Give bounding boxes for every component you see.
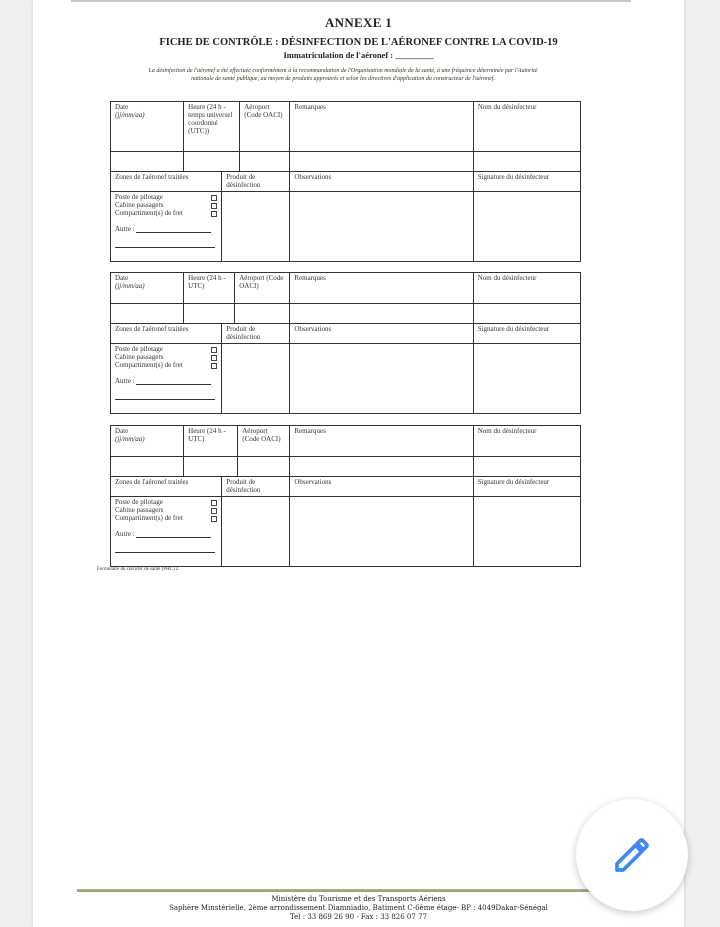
remarques-header: Remarques (290, 426, 473, 457)
produit-header: Produit de désinfection (222, 324, 290, 344)
zones-cell: Poste de pilotage Cabine passagers Compartiment(s) de fret Autre : (111, 497, 222, 567)
produit-cell[interactable] (222, 192, 290, 262)
footer-divider (77, 889, 637, 892)
heure-cell[interactable] (184, 304, 235, 324)
heure-header: Heure (24 h - UTC) (184, 426, 238, 457)
control-form-1 (110, 101, 581, 262)
date-cell[interactable] (111, 304, 184, 324)
signature-cell[interactable] (473, 497, 580, 567)
heure-header: Heure (24 h - UTC) (184, 273, 235, 304)
nom-header: Nom du désinfecteur (473, 426, 580, 457)
page-title: ANNEXE 1 (324, 15, 393, 30)
signature-header: Signature du désinfecteur (473, 477, 580, 497)
remarques-cell[interactable] (290, 304, 473, 324)
footer-address: Saphère Minstérielle, 2ème arrondissement Diamniadio, Batiment C-6ème étage- BP : 4049Dakar-Sénégal (169, 904, 548, 912)
signature-header: Signature du désinfecteur (473, 172, 580, 192)
aeroport-header: Aéroport (Code OACI) (235, 273, 290, 304)
page-top-edge (71, 0, 631, 2)
edit-fab-button[interactable] (576, 799, 688, 911)
nom-header: Nom du désinfecteur (473, 273, 580, 304)
registration-label: Immatriculation de l'aéronef : _________ (283, 50, 434, 60)
pencil-icon (612, 835, 652, 875)
remarques-cell[interactable] (290, 152, 473, 172)
produit-cell[interactable] (222, 344, 290, 414)
zones-cell: Poste de pilotage Cabine passagers Compartiment(s) de fret Autre : (111, 192, 222, 262)
observations-header: Observations (290, 172, 473, 192)
footer-ministry: Ministère du Tourisme et des Transports Aériens (271, 895, 446, 903)
control-form-2 (110, 272, 581, 414)
aeroport-cell[interactable] (240, 152, 290, 172)
date-cell[interactable] (111, 152, 184, 172)
checkbox-icon[interactable] (211, 355, 217, 361)
remarques-header: Remarques (290, 102, 473, 152)
date-cell[interactable] (111, 457, 184, 477)
aeroport-header: Aéroport (Code OACI) (240, 102, 290, 152)
heure-cell[interactable] (184, 152, 240, 172)
date-header: Date (jj/mm/aa) (111, 102, 184, 152)
checkbox-icon[interactable] (211, 211, 217, 217)
observations-cell[interactable] (290, 497, 473, 567)
date-header: Date (jj/mm/aa) (111, 426, 184, 457)
nom-cell[interactable] (473, 152, 580, 172)
signature-header: Signature du désinfecteur (473, 324, 580, 344)
checkbox-icon[interactable] (211, 500, 217, 506)
checkbox-icon[interactable] (211, 203, 217, 209)
observations-header: Observations (290, 477, 473, 497)
zones-header: Zones de l'aéronef traitées (111, 172, 222, 192)
signature-cell[interactable] (473, 192, 580, 262)
aeroport-cell[interactable] (238, 457, 290, 477)
intro-text: La désinfection de l'aéronef a été effectuée conformément à la recommandation de l'Organisation mondiale de la santé, à une fréquence déterminée par l'Autorité nationale de santé publique, au moyen de produits approuvés et selon les directives d'application du constructeur de l'aéronef. (148, 68, 538, 82)
produit-header: Produit de désinfection (222, 477, 290, 497)
heure-cell[interactable] (184, 457, 238, 477)
checkbox-icon[interactable] (211, 347, 217, 353)
remarques-cell[interactable] (290, 457, 473, 477)
nom-header: Nom du désinfecteur (473, 102, 580, 152)
aeroport-cell[interactable] (235, 304, 290, 324)
checkbox-icon[interactable] (211, 516, 217, 522)
zones-header: Zones de l'aéronef traitées (111, 477, 222, 497)
zones-cell: Poste de pilotage Cabine passagers Compartiment(s) de fret Autre : (111, 344, 222, 414)
produit-cell[interactable] (222, 497, 290, 567)
checkbox-icon[interactable] (211, 508, 217, 514)
observations-cell[interactable] (290, 344, 473, 414)
nom-cell[interactable] (473, 457, 580, 477)
date-header: Date (jj/mm/aa) (111, 273, 184, 304)
form-note: Formulaire du corridor de santé (PHC) 2 (97, 567, 179, 572)
control-form-3 (110, 425, 581, 567)
checkbox-icon[interactable] (211, 195, 217, 201)
zones-header: Zones de l'aéronef traitées (111, 324, 222, 344)
footer-phone: Tel : 33 869 26 90 - Fax : 33 826 07 77 (290, 913, 427, 921)
remarques-header: Remarques (290, 273, 473, 304)
nom-cell[interactable] (473, 304, 580, 324)
observations-cell[interactable] (290, 192, 473, 262)
observations-header: Observations (290, 324, 473, 344)
produit-header: Produit de désinfection (222, 172, 290, 192)
aeroport-header: Aéroport (Code OACI) (238, 426, 290, 457)
signature-cell[interactable] (473, 344, 580, 414)
document-page (33, 0, 684, 927)
heure-header: Heure (24 h - temps universel coordonné (UTC)) (184, 102, 240, 152)
checkbox-icon[interactable] (211, 363, 217, 369)
page-subtitle: FICHE DE CONTRÔLE : DÉSINFECTION DE L'AÉRONEF CONTRE LA COVID-19 (159, 37, 558, 48)
